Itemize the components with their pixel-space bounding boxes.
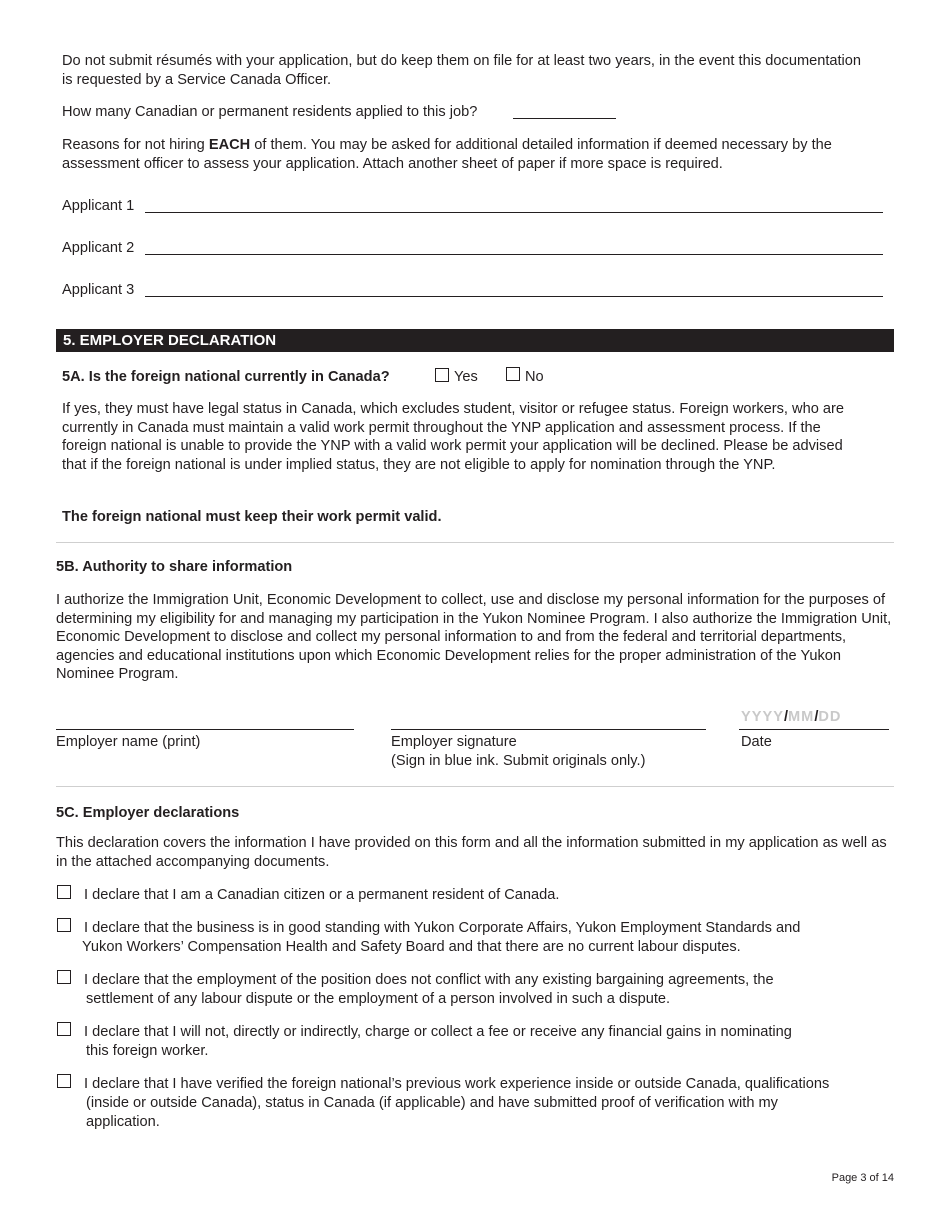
q5c-intro: This declaration covers the information I have provided on this form and all the information submitted in my application as well as in the attached accompanying documents. <box>56 835 887 870</box>
applied-count-field[interactable] <box>513 118 616 119</box>
date-label: Date <box>741 734 772 750</box>
employer-signature-label: Employer signature <box>391 734 517 750</box>
resumes-note: Do not submit résumés with your application, but do keep them on file for at least two years, in the event this documentation is requested by a Service Canada Officer. <box>62 53 862 88</box>
declaration-2-line: I declare that the business is in good standing with Yukon Corporate Affairs, Yukon Employment Standards and <box>84 920 801 936</box>
page-number: Page 3 of 14 <box>831 1172 894 1184</box>
section-5-header: 5. EMPLOYER DECLARATION <box>56 329 894 352</box>
declaration-4-line: I declare that I will not, directly or indirectly, charge or collect a fee or receive any financial gains in nominating <box>84 1024 792 1040</box>
declaration-2-checkbox[interactable] <box>57 918 71 932</box>
q5b-text: I authorize the Immigration Unit, Economic Development to collect, use and disclose my personal information for the purposes of determining my eligibility for and managing my participation in the Yukon Nominee Program. I also authorize the Immigration Unit, Economic Development to disclose and collect my personal information to and from the federal and territorial departments, agencies and educational institutions upon which Economic Development relies for the proper administration of the Yukon Nominee Program. <box>56 592 892 683</box>
declaration-5-line: I declare that I have verified the foreign national’s previous work experience inside or outside Canada, qualifications <box>84 1076 830 1092</box>
q5b-heading: 5B. Authority to share information <box>56 559 293 575</box>
q5a-no-label: No <box>525 369 544 385</box>
applicant-3-label: Applicant 3 <box>62 282 135 298</box>
divider <box>56 542 894 543</box>
declaration-1-checkbox[interactable] <box>57 885 71 899</box>
applicant-1-label: Applicant 1 <box>62 198 135 214</box>
declaration-3-checkbox[interactable] <box>57 970 71 984</box>
declaration-4-line: this foreign worker. <box>86 1043 209 1059</box>
applicant-1-field[interactable] <box>145 212 883 213</box>
q5c-heading: 5C. Employer declarations <box>56 805 240 821</box>
employer-name-label: Employer name (print) <box>56 734 201 750</box>
q5a-question: 5A. Is the foreign national currently in Canada? <box>62 369 390 385</box>
q5a-no-checkbox[interactable] <box>506 367 520 381</box>
declaration-3-line: I declare that the employment of the position does not conflict with any existing bargaining agreements, the <box>84 972 774 988</box>
employer-signature-note: (Sign in blue ink. Submit originals only.) <box>391 753 646 769</box>
declaration-2-line: Yukon Workers’ Compensation Health and Safety Board and that there are no current labour disputes. <box>82 939 741 955</box>
declaration-5-line: application. <box>86 1114 160 1130</box>
declaration-1-line: I declare that I am a Canadian citizen or a permanent resident of Canada. <box>84 887 560 903</box>
applied-question: How many Canadian or permanent residents applied to this job? <box>62 104 478 120</box>
declaration-5-checkbox[interactable] <box>57 1074 71 1088</box>
applicant-3-field[interactable] <box>145 296 883 297</box>
divider <box>56 786 894 787</box>
employer-name-field[interactable] <box>56 729 354 730</box>
date-underline <box>739 729 889 730</box>
declaration-5-line: (inside or outside Canada), status in Canada (if applicable) and have submitted proof of verification with my <box>86 1095 778 1111</box>
declaration-4-checkbox[interactable] <box>57 1022 71 1036</box>
q5a-yes-label: Yes <box>454 369 478 385</box>
q5a-note: If yes, they must have legal status in Canada, which excludes student, visitor or refugee status. Foreign workers, who are currently in Canada must maintain a valid work permit throughout the YNP application and assessment process. If the foreign national is unable to provide the YNP with a valid work permit your application will be declined. Please be advised that if the foreign national is under implied status, they are not eligible to apply for nomination through the YNP. <box>62 401 844 473</box>
date-field[interactable]: YYYY/MM/DD <box>741 709 842 725</box>
q5a-bold-note: The foreign national must keep their work permit valid. <box>62 509 442 525</box>
reasons-paragraph: Reasons for not hiring EACH of them. You may be asked for additional detailed information if deemed necessary by the assessment officer to assess your application. Attach another sheet of paper if more space is required. <box>62 137 832 172</box>
q5a-yes-checkbox[interactable] <box>435 368 449 382</box>
employer-signature-field[interactable] <box>391 729 706 730</box>
applicant-2-label: Applicant 2 <box>62 240 135 256</box>
declaration-3-line: settlement of any labour dispute or the employment of a person involved in such a dispute. <box>86 991 671 1007</box>
applicant-2-field[interactable] <box>145 254 883 255</box>
